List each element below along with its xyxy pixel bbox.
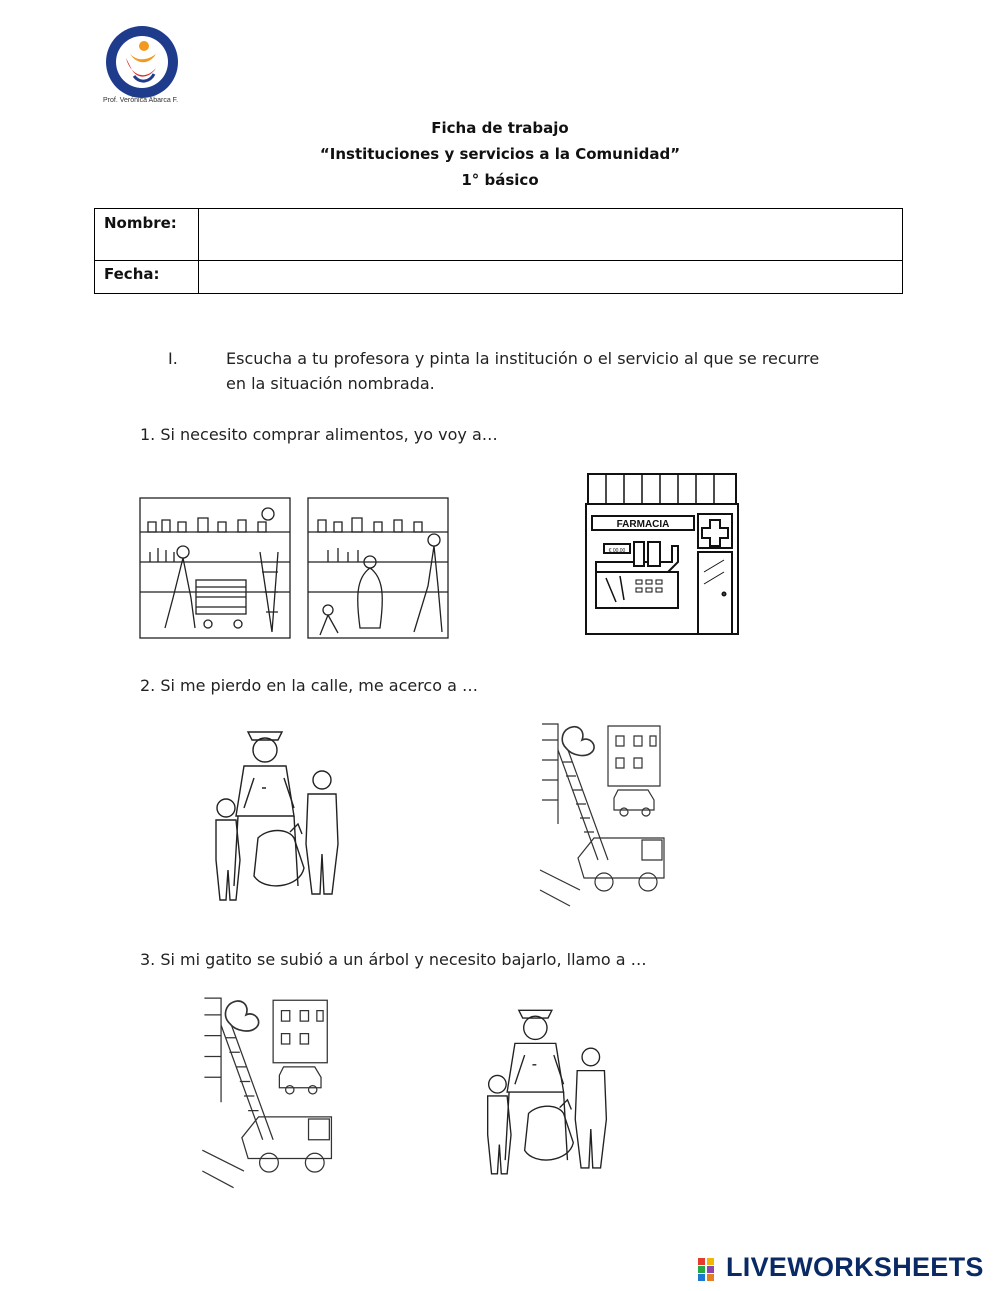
police-image-q3[interactable] xyxy=(476,996,620,1190)
liveworksheets-logo-icon xyxy=(697,1255,723,1285)
question-3: 3. Si mi gatito se subió a un árbol y necesito bajarlo, llamo a … xyxy=(140,950,647,969)
firefighter-image-q3[interactable] xyxy=(200,994,340,1196)
worksheet-title: Ficha de trabajo xyxy=(431,119,569,137)
instruction-line-1: Escucha a tu profesora y pinta la institución o el servicio al que se recurre xyxy=(226,349,820,368)
school-logo xyxy=(104,24,180,100)
date-label: Fecha: xyxy=(104,265,160,283)
question-2: 2. Si me pierdo en la calle, me acerco a … xyxy=(140,676,478,695)
question-1: 1. Si necesito comprar alimentos, yo voy a… xyxy=(140,425,498,444)
supermarket-image[interactable] xyxy=(138,492,450,647)
police-image-q2[interactable] xyxy=(204,718,352,916)
pharmacy-price: € 00,00 xyxy=(608,548,626,554)
date-field[interactable] xyxy=(199,261,902,293)
section-numeral: I. xyxy=(168,349,178,368)
pharmacy-sign: FARMACIA xyxy=(616,519,670,530)
pharmacy-image[interactable] xyxy=(584,472,740,636)
worksheet-subtitle: “Instituciones y servicios a la Comunidad” xyxy=(319,145,681,163)
name-label: Nombre: xyxy=(104,214,177,232)
name-field[interactable] xyxy=(199,209,902,260)
firefighter-image-q2[interactable] xyxy=(538,720,672,914)
student-info-table xyxy=(94,208,903,294)
liveworksheets-brand[interactable]: LIVEWORKSHEETS xyxy=(726,1252,984,1282)
grade-level: 1° básico xyxy=(461,171,539,189)
instruction-line-2: en la situación nombrada. xyxy=(226,374,435,393)
teacher-name: Prof. Verónica Abarca F. xyxy=(103,97,179,104)
